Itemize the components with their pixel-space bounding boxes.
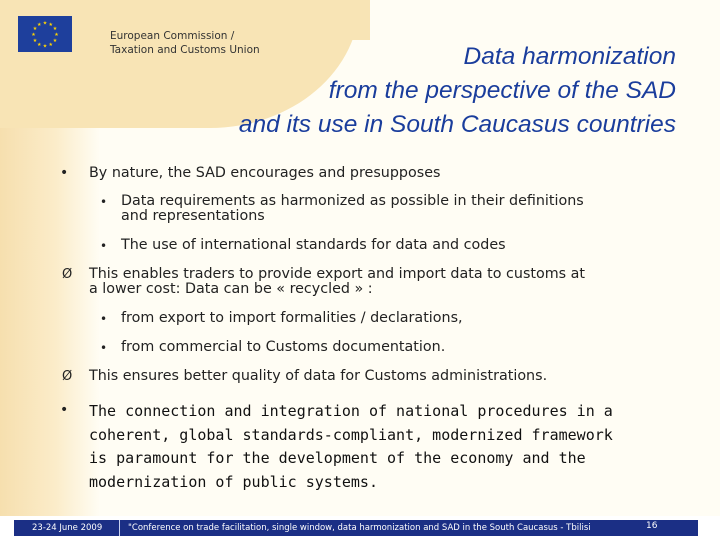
sub-bullet-icon: •	[100, 239, 108, 253]
arrow-bullet-icon: Ø	[62, 267, 73, 282]
sub-bullet-text-2b: from commercial to Customs documentation.	[121, 339, 446, 355]
svg-text:★: ★	[32, 26, 38, 33]
arrow-text-1-cont: a lower cost: Data can be « recycled » :	[89, 281, 373, 297]
bullet-icon: •	[60, 165, 69, 181]
sub-bullet-text-2a: from export to import formalities / declarations,	[121, 310, 463, 326]
title-line-3: and its use in South Caucasus countries	[238, 111, 676, 138]
sub-bullet-icon: •	[100, 312, 108, 326]
arrow-text-1: This enables traders to provide export and import data to customs at	[89, 266, 586, 282]
svg-text:★: ★	[31, 32, 36, 38]
sub-bullet-text-1b: The use of international standards for data and codes	[121, 237, 506, 253]
svg-text:★: ★	[36, 22, 42, 28]
sub-bullet-text-1a: Data requirements as harmonized as possible in their definitions	[121, 193, 584, 209]
org-line-2: Taxation and Customs Union	[110, 44, 260, 56]
sub-bullet-icon: •	[100, 341, 108, 355]
svg-text:★: ★	[52, 37, 58, 44]
svg-text:★: ★	[48, 42, 54, 48]
page-number: 16	[646, 521, 658, 531]
bullet-text-2	[89, 400, 689, 494]
org-line-1: European Commission /	[110, 30, 235, 42]
title-line-1: Data harmonization	[463, 43, 676, 70]
bullet-text-2-line-1: The connection and integration of national procedures in a	[89, 402, 613, 420]
svg-text:★: ★	[42, 20, 48, 27]
sub-bullet-icon: •	[100, 195, 108, 209]
sub-bullet-text-1a-cont: and representations	[121, 208, 265, 224]
bullet-text-2-line-2: coherent, global standards-compliant, modernized framework	[89, 425, 613, 444]
footer-conference: "Conference on trade facilitation, single window, data harmonization and SAD in the South Caucasus - Tbilisi	[128, 523, 591, 533]
svg-text:★: ★	[32, 37, 38, 44]
bullet-text-1: By nature, the SAD encourages and presupposes	[89, 165, 441, 181]
bullet-icon: •	[60, 402, 69, 418]
arrow-bullet-icon: Ø	[62, 369, 73, 384]
bullet-text-2-line-3: is paramount for the development of the economy and the	[89, 449, 586, 467]
svg-text:★: ★	[42, 43, 48, 50]
arrow-text-2: This ensures better quality of data for Customs administrations.	[89, 368, 548, 384]
svg-text:★: ★	[52, 26, 58, 33]
title-line-2: from the perspective of the SAD	[328, 77, 676, 104]
svg-text:★: ★	[48, 22, 54, 28]
svg-text:★: ★	[36, 42, 42, 48]
bullet-text-2-line-4: modernization of public systems.	[89, 472, 378, 491]
svg-text:★: ★	[54, 32, 59, 38]
footer-divider	[119, 520, 120, 536]
footer-date: 23-24 June 2009	[32, 523, 103, 533]
